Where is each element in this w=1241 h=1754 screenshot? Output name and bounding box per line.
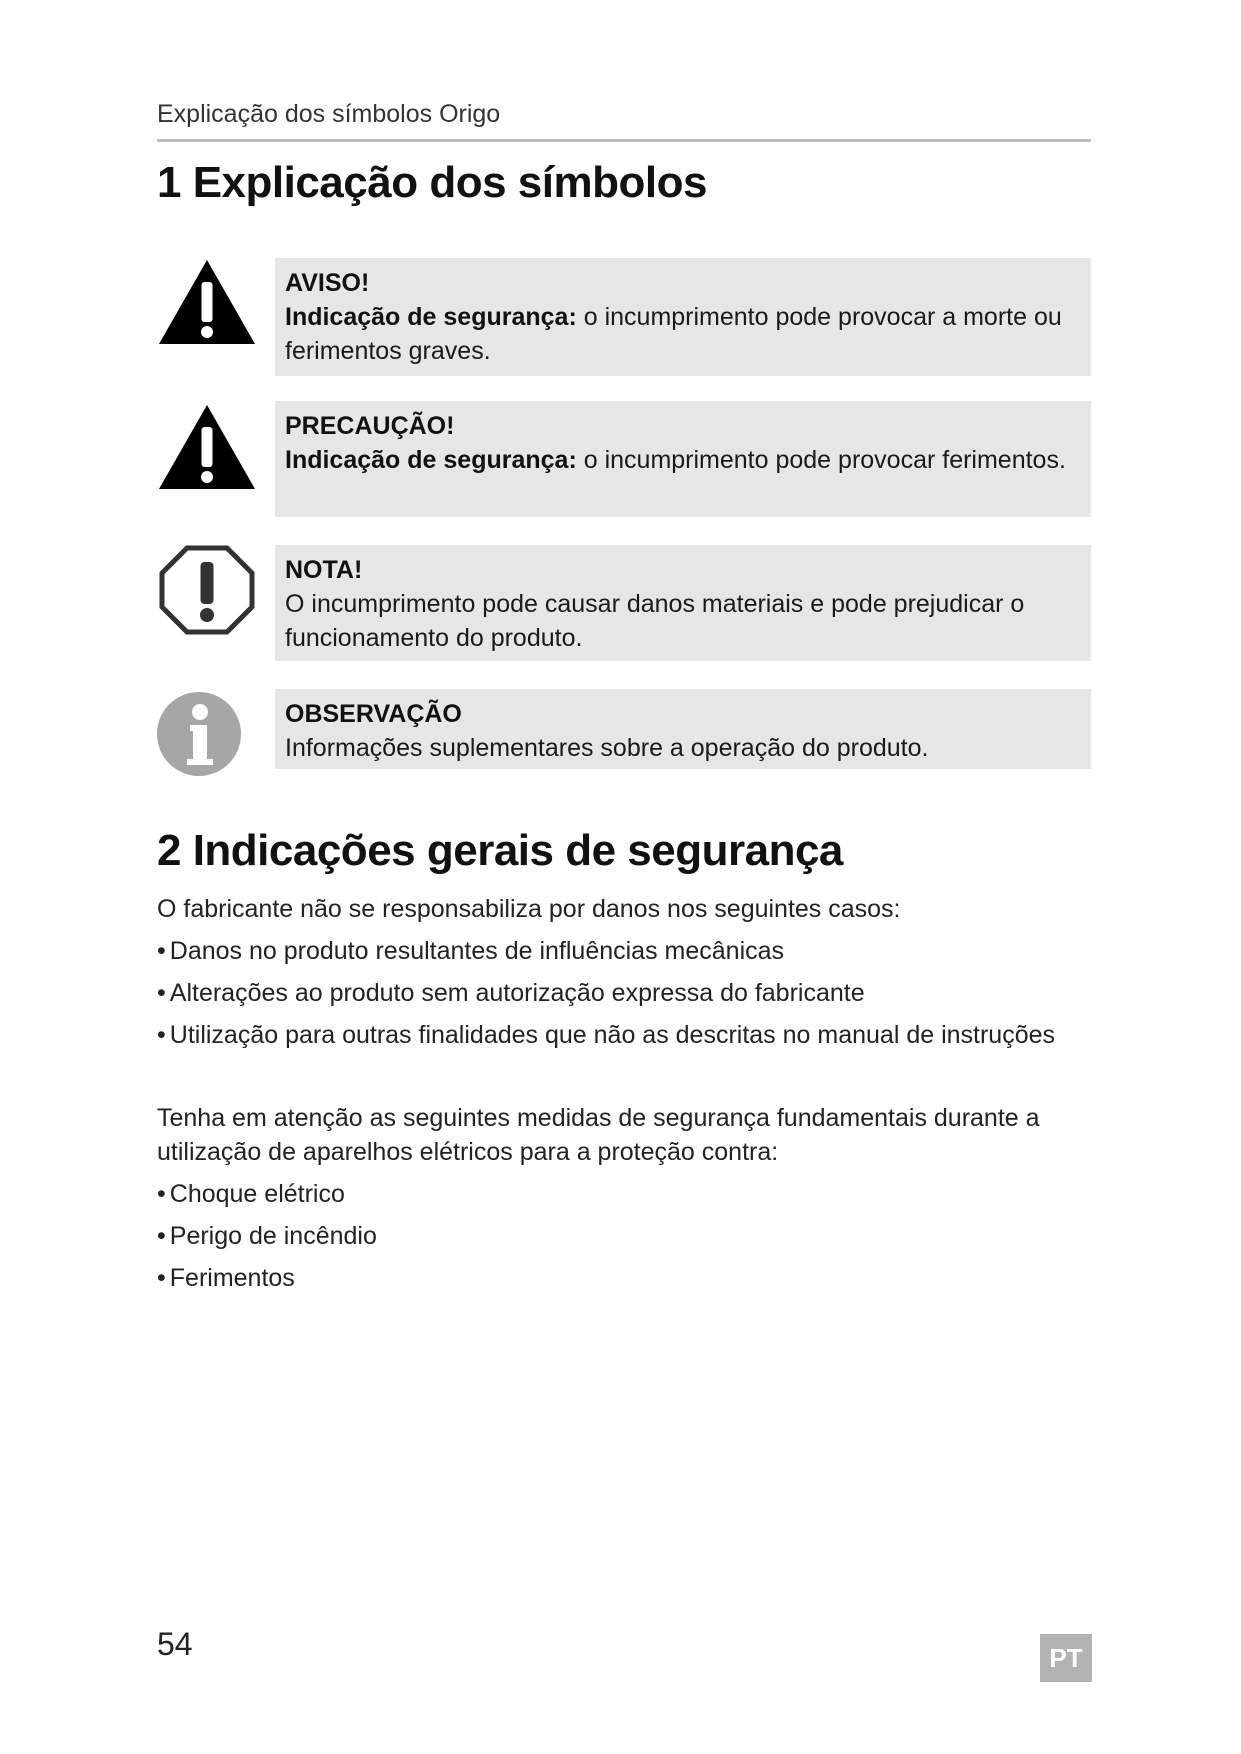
info-circle-icon (157, 689, 257, 779)
warning-lead: Indicação de segurança: (285, 303, 577, 331)
caution-box (275, 401, 1091, 517)
liability-intro: O fabricante não se responsabiliza por danos nos seguintes casos: (157, 895, 901, 923)
list-item: • Perigo de incêndio (157, 1219, 377, 1253)
list-item: • Danos no produto resultantes de influências mecânicas (157, 934, 784, 968)
info-title: OBSERVAÇÃO (285, 700, 462, 728)
symbol-caution (157, 401, 1091, 517)
notice-title: NOTA! (285, 556, 363, 584)
running-title: Explicação dos símbolos Origo (157, 100, 501, 128)
section-1-title: 1 Explicação dos símbolos (157, 158, 707, 207)
symbol-notice (157, 545, 1091, 661)
list-item: • Utilização para outras finalidades que não as descritas no manual de instruções (157, 1018, 1055, 1052)
notice-text: O incumprimento pode causar danos materiais e pode prejudicar o funcionamento do produto. (285, 590, 1025, 652)
warning-triangle-icon (157, 258, 257, 348)
warning-title: AVISO! (285, 269, 370, 297)
symbol-info (157, 689, 1091, 773)
notice-box (275, 545, 1091, 661)
list-item: • Ferimentos (157, 1261, 295, 1295)
warning-box (275, 258, 1091, 376)
page-number: 54 (157, 1626, 193, 1662)
list-item: • Alterações ao produto sem autorização expressa do fabricante (157, 976, 865, 1010)
safety-intro: Tenha em atenção as seguintes medidas de segurança fundamentais durante a utilização de aparelhos elétricos para a proteção contra: (157, 1104, 1040, 1166)
symbol-warning (157, 258, 1091, 376)
language-badge: PT (1040, 1634, 1092, 1682)
info-text: Informações suplementares sobre a operação do produto. (285, 734, 929, 762)
header-divider (157, 139, 1091, 142)
caution-text: o incumprimento pode provocar ferimentos. (576, 446, 1066, 474)
section-2-title: 2 Indicações gerais de segurança (157, 826, 843, 875)
info-box (275, 689, 1091, 769)
list-item: • Choque elétrico (157, 1177, 345, 1211)
notice-octagon-icon (157, 545, 257, 635)
caution-triangle-icon (157, 403, 257, 493)
warning-text: o incumprimento pode provocar a morte ou ferimentos graves. (285, 303, 1062, 365)
caution-title: PRECAUÇÃO! (285, 412, 455, 440)
caution-lead: Indicação de segurança: (285, 446, 577, 474)
